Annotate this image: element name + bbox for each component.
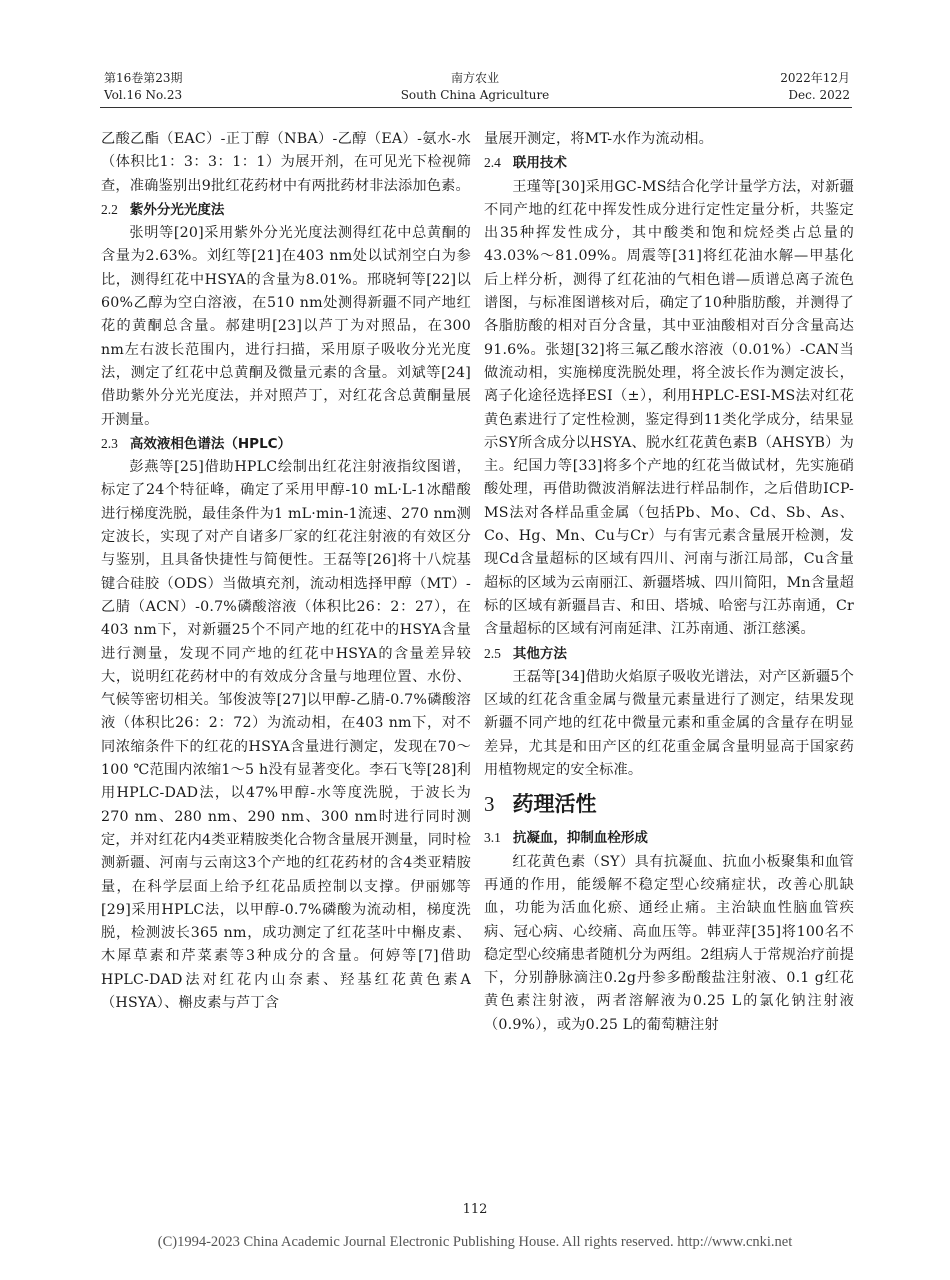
paragraph-combined-techniques: 王瑾等[30]采用GC-MS结合化学计量学方法，对新疆不同产地的红花中挥发性成分进行定性定量分析，共鉴定出35种挥发性成分，其中酸类和饱和烷烃类占总量的43.03%～81.09%。周震等[31]将红花油水解—甲基化后上样分析，测得了红花油的气相色谱—质谱总离子流色谱图，与标准图谱核对后，确定了10种脂肪酸，并测得了各脂肪酸的相对百分含量，其中亚油酸相对百分含量高达91.6%。张翅[32]将三氟乙酸水溶液（0.01%）-CAN当做流动相，实施梯度洗脱处理，将全波长作为测定波长，离子化途径选择ESI（±），利用HPLC-ESI-MS法对红花黄色素进行了定性检测，鉴定得到11类化学成分，结果显示SY所含成分以HSYA、脱水红花黄色素B（AHSYB）为主。纪国力等[33]将多个产地的红花当做试材，先实施硝酸处理，再借助微波消解法进行样品制作，之后借助ICP-MS法对各样品重金属（包括Pb、Mo、Cd、Sb、As、Co、Hg、Mn、Cu与Cr）与有害元素含量展开检测，发现Cd含量超标的区域有四川、河南与浙江局部，Cu含量超标的区域为云南丽江、新疆塔城、四川简阳，Mn含量超标的区域有新疆昌吉、和田、塔城、哈密与江苏南通，Cr含量超标的区域有河南延津、江苏南通、浙江慈溪。 — [484, 178, 854, 638]
header-volume-cn: 第16卷第23期 — [104, 71, 183, 85]
section-title: 紫外分光光度法 — [129, 201, 225, 218]
chapter-number: 3 — [484, 792, 495, 817]
section-title: 联用技术 — [512, 155, 567, 172]
right-column — [484, 128, 854, 1037]
paragraph-continued: 量展开测定，将MT-水作为流动相。 — [484, 131, 713, 147]
header-journal-cn: 南方农业 — [450, 71, 499, 85]
header-date-en: Dec. 2022 — [788, 88, 850, 102]
section-heading-3-1 — [484, 826, 854, 850]
paragraph-intro: 乙酸乙酯（EAC）-正丁醇（NBA）-乙醇（EA）-氨水-水（体积比1：3：3：1：1）为展开剂，在可见光下检视筛查，准确鉴别出9批红花药材中有两批药材非法添加色素。 — [101, 131, 471, 194]
chapter-title: 药理活性 — [512, 792, 597, 817]
chapter-heading-3 — [484, 788, 854, 820]
section-number: 2.2 — [101, 201, 118, 217]
paragraph-uv-spectrophotometry: 张明等[20]采用紫外分光光度法测得红花中总黄酮的含量为2.63%。刘红等[21]在403 nm处以试剂空白为参比，测得红花中HSYA的含量为8.01%。邢晓轲等[22]以60%乙醇为空白溶液，在510 nm处测得新疆不同产地红花的黄酮总含量。郝建明[23]以芦丁为对照品，在300 nm左右波长范围内，进行扫描，采用原子吸收分光光度法，测定了红花中总黄酮及微量元素的含量。刘斌等[24]借助紫外分光光度法，并对照芦丁，对红花含总黄酮量展开测量。 — [101, 225, 471, 428]
section-heading-2-2 — [101, 198, 471, 222]
page-number: 112 — [462, 1202, 488, 1217]
section-number: 2.4 — [484, 155, 501, 171]
left-column — [101, 128, 471, 1015]
copyright-footer: (C)1994-2023 China Academic Journal Electronic Publishing House. All rights reserved. http://www.cnki.net — [157, 1234, 793, 1250]
header-journal-en: South China Agriculture — [400, 88, 550, 102]
section-title: 抗凝血，抑制血栓形成 — [512, 830, 648, 847]
paragraph-other-methods: 王磊等[34]借助火焰原子吸收光谱法，对产区新疆5个区域的红花含重金属与微量元素量进行了测定，结果发现新疆不同产地的红花中微量元素和重金属的含量存在明显差异，尤其是和田产区的红花重金属含量明显高于国家药用植物规定的安全标准。 — [484, 668, 854, 779]
section-heading-2-4 — [484, 151, 854, 175]
section-number: 2.5 — [484, 645, 501, 661]
header-divider — [100, 107, 852, 108]
section-heading-2-3 — [101, 432, 471, 456]
section-title: 高效液相色谱法（HPLC） — [129, 435, 292, 452]
section-heading-2-5 — [484, 642, 854, 666]
paragraph-anticoagulation: 红花黄色素（SY）具有抗凝血、抗血小板聚集和血管再通的作用，能缓解不稳定型心绞痛症状，改善心肌缺血，功能为活血化瘀、通经止痛。主治缺血性脑血管疾病、冠心病、心绞痛、高血压等。韩亚萍[35]将100名不稳定型心绞痛患者随机分为两组。2组病人于常规治疗前提下，分别静脉滴注0.2g丹参多酚酸盐注射液、0.1 g红花黄色素注射液，两者溶解液为0.25 L的氯化钠注射液（0.9%），或为0.25 L的葡萄糖注射 — [484, 853, 854, 1033]
header-date-cn: 2022年12月 — [780, 71, 850, 85]
header-date — [780, 70, 850, 104]
paragraph-hplc: 彭燕等[25]借助HPLC绘制出红花注射液指纹图谱，标定了24个特征峰，确定了采用甲醇-10 mL·L-1冰醋酸进行梯度洗脱，最佳条件为1 mL·min-1流速、270 nm测定波长，实现了对产自诸多厂家的红花注射液的有效区分与鉴别，且具备快捷性与简便性。王磊等[26]将十八烷基键合硅胶（ODS）当做填充剂，流动相选择甲醇（MT）-乙腈（ACN）-0.7%磷酸溶液（体积比26：2：27），在403 nm下，对新疆25个不同产地的红花中的HSYA含量进行测量，发现不同产地的红花中HSYA的含量差异较大，说明红花药材中的有效成分含量与地理位置、水份、气候等密切相关。邹俊波等[27]以甲醇-乙腈-0.7%磷酸溶液（体积比26：2：72）为流动相，在403 nm下，对不同浓缩条件下的红花的HSYA含量进行测定，发现在70～100 ℃范围内浓缩1～5 h没有显著变化。李石飞等[28]利用HPLC-DAD法，以47%甲醇-水等度洗脱，于波长为270 nm、280 nm、290 nm、300 nm时进行同时测定，并对红花内4类亚精胺类化合物含量展开测量，同时检测新疆、河南与云南这3个产地的红花药材的含4类亚精胺量，在科学层面上给予红花品质控制以支撑。伊丽娜等[29]采用HPLC法，以甲醇-0.7%磷酸为流动相，梯度洗脱，检测波长365 nm，成功测定了红花茎叶中槲皮素、木犀草素和芹菜素等3种成分的含量。何婷等[7]借助HPLC-DAD法对红花内山奈素、羟基红花黄色素A（HSYA）、槲皮素与芦丁含 — [101, 459, 471, 1011]
section-number: 2.3 — [101, 435, 118, 451]
section-title: 其他方法 — [512, 645, 567, 662]
section-number: 3.1 — [484, 830, 501, 846]
header-volume-en: Vol.16 No.23 — [104, 88, 183, 102]
